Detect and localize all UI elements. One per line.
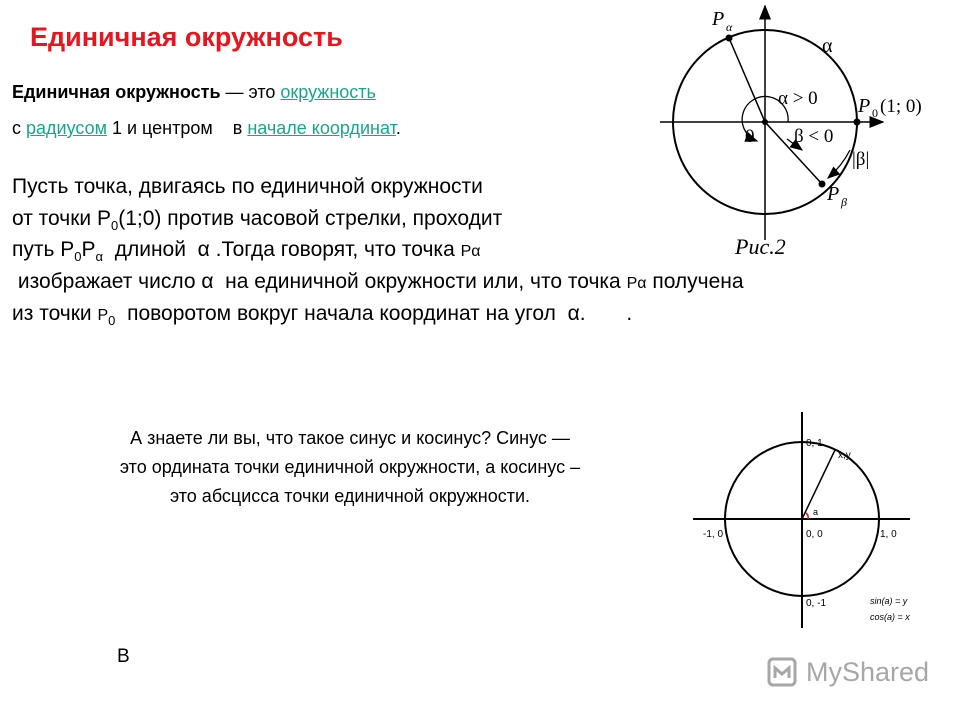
p-l5-a: из точки [12, 302, 98, 325]
fig2-formula-sin: sin(a) = y [870, 596, 908, 606]
fig2-label-top: 0, 1 [806, 438, 823, 449]
link-origin[interactable]: начале координат [247, 118, 396, 138]
p-l2-sub: 0 [110, 218, 119, 234]
page-title: Единичная окружность [30, 22, 343, 52]
stray-letter: В [117, 646, 130, 667]
fig2-label-right: 1, 0 [880, 529, 897, 540]
fig1-label-p0-coords: (1; 0) [880, 96, 922, 117]
p-l4-small: Pα [626, 275, 647, 292]
fig1-label-p0: P [858, 95, 871, 117]
definition-prefix: с [12, 118, 27, 138]
fig1-label-beta-neg: β < 0 [794, 126, 834, 147]
p-l3-a: путь P [12, 238, 75, 261]
fig2-label-bottom: 0, -1 [806, 598, 827, 609]
p-l4-b: получена [646, 270, 744, 293]
note-line-3: это абсцисса точки единичной окружности. [169, 486, 531, 506]
fig2-label-angle: a [813, 507, 819, 517]
p-l5-small: P [97, 307, 109, 324]
fig2-label-origin: 0, 0 [806, 529, 823, 540]
fig1-caption: Рис.2 [735, 234, 786, 259]
definition-term: Единичная окружность [12, 82, 221, 102]
fig1-label-zero: 0 [745, 126, 755, 147]
definition-end: . [395, 118, 401, 138]
watermark-text: MyShared [806, 657, 930, 687]
fig1-label-abs-beta: |β| [852, 149, 870, 170]
fig1-point-p0 [854, 119, 861, 126]
p-l5-sub: 0 [108, 313, 116, 329]
fig1-origin-point [762, 119, 768, 125]
p-l3-b: P [81, 238, 96, 261]
fig1-label-alpha-pos: α > 0 [778, 88, 818, 109]
p-l3-c: длиной α .Тогда говорят, что точка [103, 238, 461, 261]
p-l4-a: изображает число α на единичной окружности или, что точка [12, 270, 627, 293]
paragraph-line-1: Пусть точка, двигаясь по единичной окружности [12, 175, 483, 198]
fig1-label-alpha: α [822, 35, 833, 57]
note-line-2: это ордината точки единичной окружности, а косинус – [119, 457, 581, 477]
p-l3-sub2: α [95, 249, 104, 265]
p-l3-sub1: 0 [74, 249, 82, 265]
fig1-radius-alpha [729, 38, 765, 122]
fig2-label-point: x,y [838, 450, 851, 461]
fig2-radius [802, 450, 835, 519]
link-circle[interactable]: окружность [280, 82, 376, 102]
fig2-formula-cos: cos(a) = x [870, 612, 910, 622]
fig1-point-p-alpha [726, 35, 733, 42]
p-l3-small: Pα [460, 243, 481, 260]
p-l5-b: поворотом вокруг начала координат на угол α. . [115, 302, 633, 325]
link-radius[interactable]: радиусом [26, 118, 107, 138]
fig1-label-p0-sub: 0 [872, 106, 878, 120]
p-l2-b: (1;0) против часовой стрелки, проходит [118, 207, 503, 230]
fig1-point-p-beta [819, 181, 826, 188]
myshared-logo-icon [766, 656, 800, 690]
fig2-label-left: -1, 0 [703, 529, 724, 540]
definition-dash: — это [220, 82, 281, 102]
fig1-label-p-beta: P [827, 183, 840, 205]
fig1-label-p-beta-sub: β [841, 195, 847, 209]
p-l2-a: от точки P [12, 207, 111, 230]
definition-mid: 1 и центром в [106, 118, 248, 138]
note-line-1: А знаете ли вы, что такое синус и косинус? Синус — [130, 428, 570, 448]
fig1-label-p-alpha-sub: α [726, 20, 733, 34]
fig1-label-p-alpha: P [712, 8, 725, 30]
